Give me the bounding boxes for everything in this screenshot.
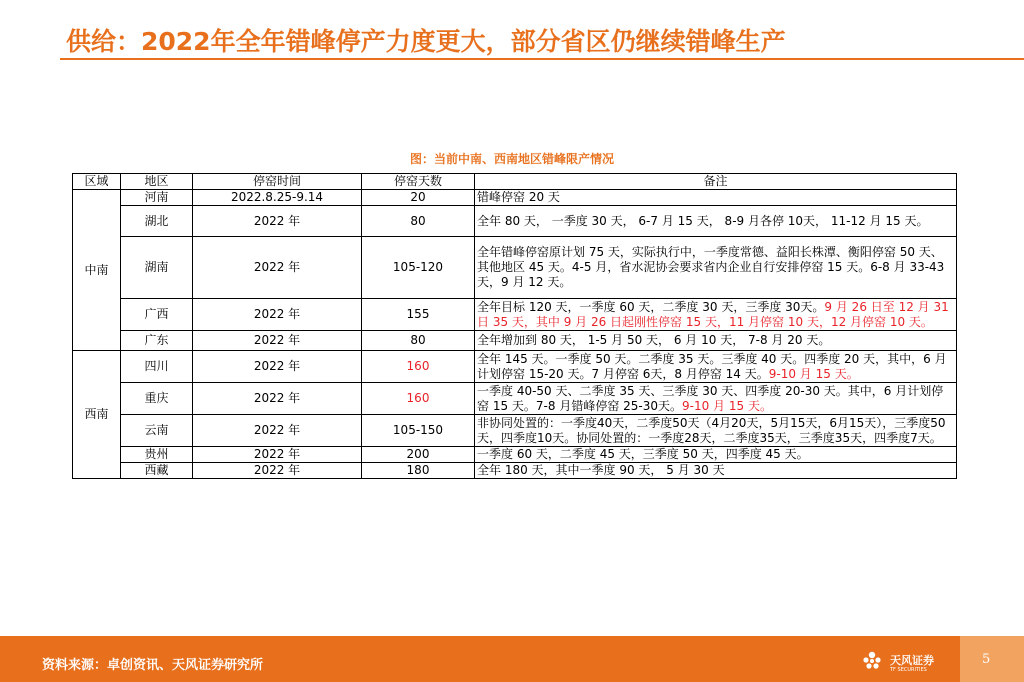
note-text: 非协同处置的：一季度40天，二季度50天（4月20天，5月15天，6月15天），三季度50天，四季度10天。协同处置的：一季度28天，二季度35天，三季度35天，四季度7天。	[477, 415, 946, 445]
note-cell	[475, 237, 957, 299]
days-cell: 80	[362, 206, 475, 237]
header-days: 停窑天数	[362, 174, 475, 190]
days-cell: 200	[362, 447, 475, 463]
days-cell: 160	[362, 351, 475, 383]
period-cell: 2022 年	[193, 351, 362, 383]
region-cell: 西南	[73, 351, 121, 479]
header-region: 区域	[73, 174, 121, 190]
note-cell	[475, 206, 957, 237]
period-cell: 2022 年	[193, 331, 362, 351]
note-cell	[475, 351, 957, 383]
area-cell: 云南	[121, 415, 193, 447]
region-cell: 中南	[73, 190, 121, 351]
period-cell: 2022.8.25-9.14	[193, 190, 362, 206]
note-cell	[475, 415, 957, 447]
area-cell: 四川	[121, 351, 193, 383]
days-cell: 180	[362, 463, 475, 479]
curtailment-table	[72, 173, 957, 479]
table-row	[73, 383, 957, 415]
table-row	[73, 447, 957, 463]
note-text: 错峰停窑 20 天	[477, 190, 560, 204]
header-note: 备注	[475, 174, 957, 190]
note-highlight-text: 9-10 月 15 天。	[682, 398, 772, 413]
area-cell: 河南	[121, 190, 193, 206]
page-number-box	[960, 636, 1024, 682]
note-text: 全年 145 天。一季度 50 天。二季度 35 天。三季度 40 天。四季度 20 天，其中，6 月计划停窑 15-20 天。7 月停窑 6天，8 月停窑 14 天。	[477, 351, 947, 381]
table-row	[73, 463, 957, 479]
table-row	[73, 206, 957, 237]
period-cell: 2022 年	[193, 415, 362, 447]
note-cell	[475, 331, 957, 351]
logo-text: 天风证券	[890, 654, 934, 667]
period-cell: 2022 年	[193, 206, 362, 237]
days-cell: 155	[362, 299, 475, 331]
page-title: 供给：2022年全年错峰停产力度更大，部分省区仍继续错峰生产	[66, 27, 786, 56]
days-cell: 160	[362, 383, 475, 415]
table-header-row	[73, 174, 957, 190]
note-text: 全年增加到 80 天， 1-5 月 50 天， 6 月 10 天， 7-8 月 20 天。	[477, 333, 831, 347]
area-cell: 西藏	[121, 463, 193, 479]
table-row	[73, 351, 957, 383]
area-cell: 湖南	[121, 237, 193, 299]
area-cell: 广东	[121, 331, 193, 351]
note-cell	[475, 447, 957, 463]
area-cell: 重庆	[121, 383, 193, 415]
note-text: 一季度 60 天，二季度 45 天，三季度 50 天，四季度 45 天。	[477, 447, 809, 461]
note-cell	[475, 463, 957, 479]
figure-caption: 图：当前中南、西南地区错峰限产情况	[409, 152, 614, 166]
period-cell: 2022 年	[193, 463, 362, 479]
days-cell: 20	[362, 190, 475, 206]
days-cell: 80	[362, 331, 475, 351]
title-divider	[60, 58, 1024, 60]
page-number: 5	[982, 652, 991, 667]
note-highlight-text: 9-10 月 15 天。	[768, 366, 859, 381]
period-cell: 2022 年	[193, 299, 362, 331]
header-period: 停窑时间	[193, 174, 362, 190]
period-cell: 2022 年	[193, 237, 362, 299]
note-text: 全年目标 120 天，一季度 60 天，二季度 30 天，三季度 30天。	[477, 299, 825, 314]
table-row	[73, 299, 957, 331]
area-cell: 广西	[121, 299, 193, 331]
table-row	[73, 237, 957, 299]
table-row	[73, 415, 957, 447]
source-note: 资料来源：卓创资讯、天风证券研究所	[42, 658, 264, 673]
area-cell: 贵州	[121, 447, 193, 463]
table-row	[73, 190, 957, 206]
note-text: 全年 180 天，其中一季度 90 天， 5 月 30 天	[477, 463, 725, 477]
table-row	[73, 331, 957, 351]
days-cell: 105-150	[362, 415, 475, 447]
note-cell	[475, 190, 957, 206]
period-cell: 2022 年	[193, 447, 362, 463]
note-cell	[475, 299, 957, 331]
period-cell: 2022 年	[193, 383, 362, 415]
days-cell: 105-120	[362, 237, 475, 299]
area-cell: 湖北	[121, 206, 193, 237]
logo-subtext: TF SECURITIES	[890, 667, 927, 673]
note-text: 一季度 40-50 天、二季度 35 天、三季度 30 天、四季度 20-30 天。其中，6 月计划停窑 15 天。7-8 月错峰停窑 25-30天。	[477, 383, 944, 413]
note-text: 全年 80 天， 一季度 30 天， 6-7 月 15 天， 8-9 月各停 10天， 11-12 月 15 天。	[477, 213, 929, 228]
note-highlight-text: 9 月 26 日至 12 月 31 日 35 天，其中 9 月 26 日起刚性停窑 15 天，11 月停窑 10 天，12 月停窑 10 天。	[477, 299, 949, 329]
note-text: 全年错峰停窑原计划 75 天，实际执行中，一季度常德、益阳长株潭、衡阳停窑 50 天、其他地区 45 天。4-5 月，省水泥协会要求省内企业自行安排停窑 15 天。6-8 月 33-43 天，9 月 12 天。	[477, 245, 945, 289]
header-area: 地区	[121, 174, 193, 190]
note-cell	[475, 383, 957, 415]
